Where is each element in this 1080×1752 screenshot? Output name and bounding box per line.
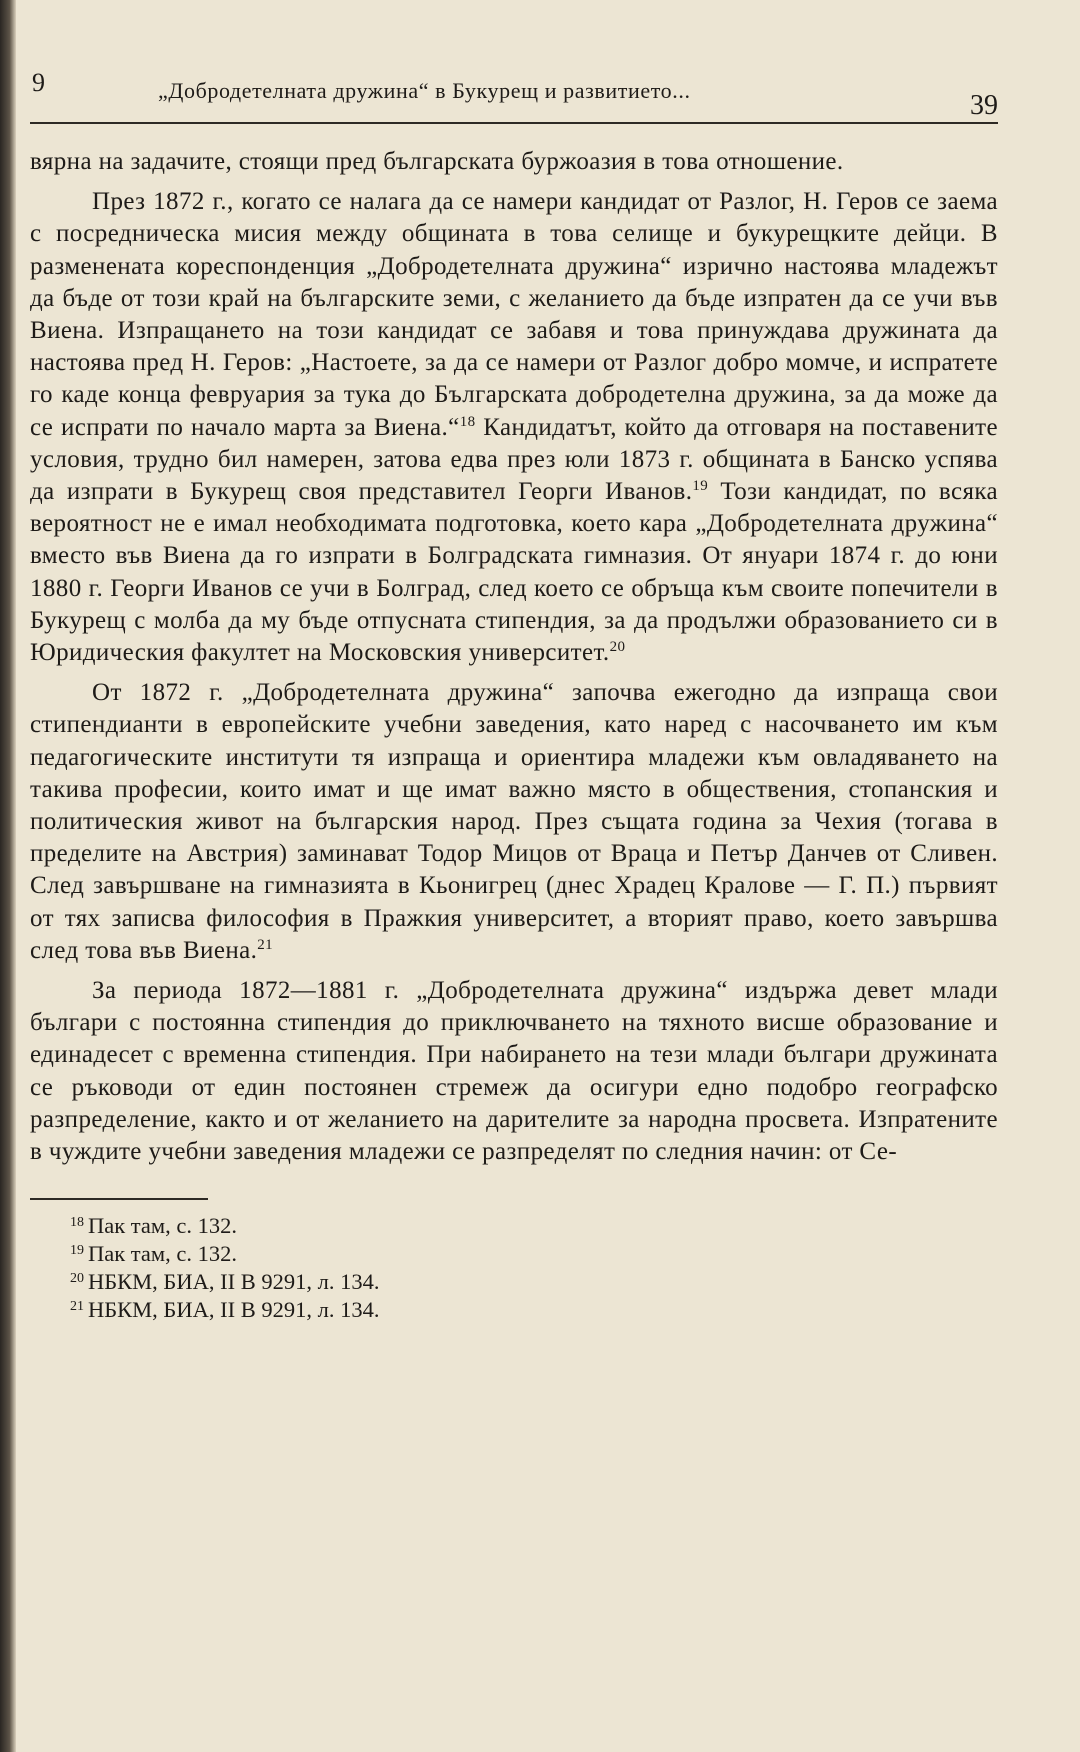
footnote	[70, 1296, 998, 1324]
footnote-text: Пак там, с. 132.	[88, 1213, 237, 1239]
header-title: „Добродетелната дружина“ в Букурещ и развитието...	[158, 78, 691, 103]
paragraph	[30, 146, 998, 178]
paragraph-text: Кандидатът, който да отговаря на поставените условия, трудно бил намерен, затова едва през юли 1873 г. общината в Банско успява да изпрати в Букурещ своя представител Георги Иванов.	[30, 413, 998, 506]
book-spine-shadow	[0, 0, 16, 1752]
body-text	[30, 146, 998, 1168]
paragraph	[30, 677, 998, 967]
paragraph-text: Този кандидат, по всяка вероятност не е имал необходимата подготовка, което кара „Добродетелната дружина“ вместо във Виена да го изпрати в Болградската гимназия. От януари 1874 г. до юни 1880 г. Георги Иванов се учи в Болград, след което се обръща към своите попечители в Букурещ с молба да му бъде отпусната стипендия, за да продължи образованието си в Юридическия факултет на Московския университет.	[30, 478, 999, 667]
footnote-number: 21	[70, 1299, 84, 1315]
footnote	[70, 1268, 998, 1296]
footnote-number: 19	[70, 1243, 84, 1259]
footnote-ref[interactable]: 18	[459, 413, 476, 430]
header-left-number: 9	[32, 68, 45, 97]
paragraph-text: През 1872 г., когато се налага да се намери кандидат от Разлог, Н. Геров се заема с посредническа мисия между общината в това селище и букурещките дейци. В разменената кореспонденция „Добродетелната дружина“ изрично настоява младежът да бъде от този край на българските земи, с желанието да бъде изпратен да се учи във Виена. Изпращането на този кандидат се забавя и това принуждава дружината да настоява пред Н. Геров: „Настоете, за да се намери от Разлог добро момче, и испратете го каде конца февруария за тука до Българската добродетелна дружина, за да може да се испрати по начало марта за Виена.“	[30, 188, 998, 441]
footnote-number: 18	[70, 1215, 84, 1231]
footnote-text: Пак там, с. 132.	[88, 1241, 237, 1267]
paragraph-text: вярна на задачите, стоящи пред българската буржоазия в това отношение.	[30, 148, 844, 175]
footnote-ref[interactable]: 19	[692, 478, 709, 495]
footnote-text: НБКМ, БИА, II В 9291, л. 134.	[88, 1269, 380, 1295]
paragraph	[30, 186, 998, 669]
running-header	[30, 60, 998, 124]
footnote-divider	[30, 1198, 208, 1200]
footnote-ref[interactable]: 20	[609, 639, 626, 656]
footnote-number: 20	[70, 1271, 84, 1287]
footnote-text: НБКМ, БИА, II В 9291, л. 134.	[88, 1297, 380, 1323]
footnote-ref[interactable]: 21	[257, 936, 274, 953]
page-number: 39	[970, 90, 998, 121]
footnotes	[30, 1212, 998, 1324]
footnote	[70, 1212, 998, 1240]
paragraph-text: От 1872 г. „Добродетелната дружина“ започва ежегодно да изпраща свои стипендианти в европейските учебни заведения, като наред с насочването им към педагогическите институти тя изпраща и ориентира младежи към овладяването на такива професии, които имат и ще имат важно място в обществения, стопанския и политическия живот на българския народ. През същата година за Чехия (тогава в пределите на Австрия) заминават Тодор Мицов от Враца и Петър Данчев от Сливен. След завършване на гимназията в Кьонигрец (днес Храдец Кралове — Г. П.) първият от тях записва философия в Пражкия университет, а вторият право, което завършва след това във Виена.	[30, 679, 998, 964]
book-page	[30, 60, 998, 1324]
paragraph	[30, 975, 998, 1168]
paragraph-text: За периода 1872—1881 г. „Добродетелната дружина“ издържа девет млади българи с постоянна стипендия до приключването на тяхното висше образование и единадесет с временна стипендия. При набирането на тези млади българи дружината се ръководи от един постоянен стремеж да осигури едно подобро географско разпределение, както и от желанието на дарителите за народна просвета. Изпратените в чуждите учебни заведения младежи се разпределят по следния начин: от Се-	[30, 977, 998, 1166]
footnote	[70, 1240, 998, 1268]
